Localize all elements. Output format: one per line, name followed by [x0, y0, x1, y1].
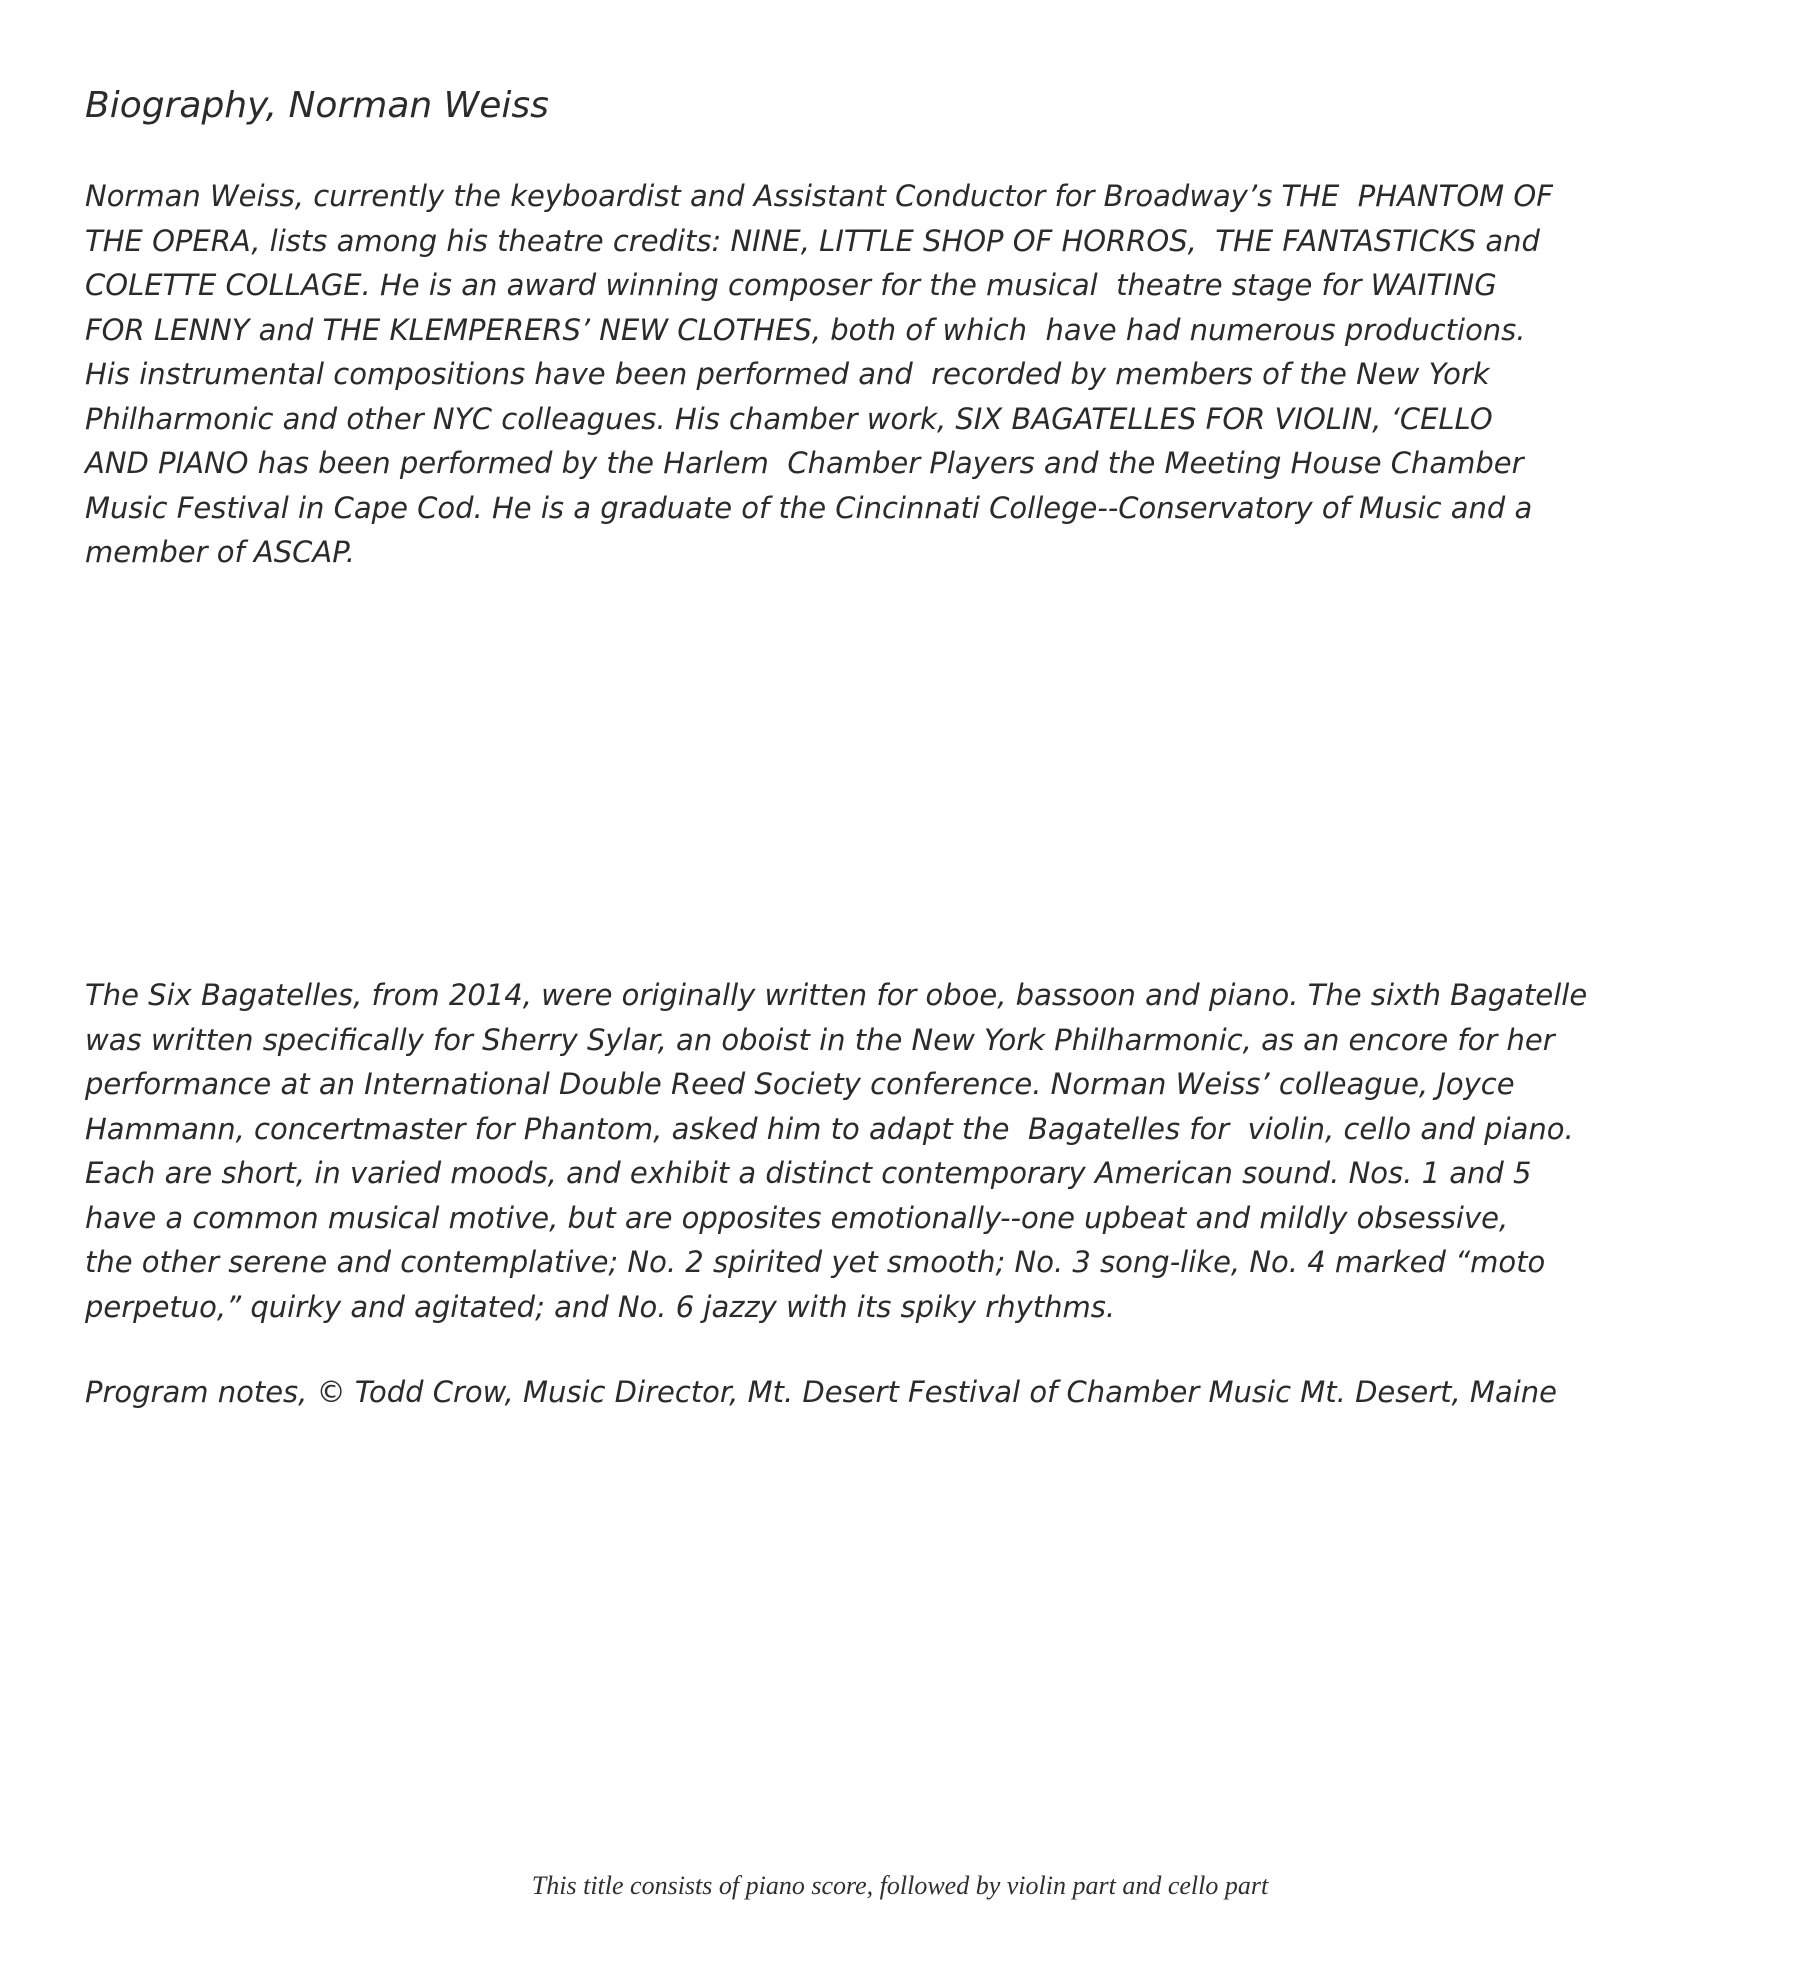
biography-line: member of ASCAP. — [85, 535, 355, 569]
biography-line: Music Festival in Cape Cod. He is a graduate of the Cincinnati College--Conservatory of Music and a — [85, 490, 1533, 525]
program-notes-line: Hammann, concertmaster for Phantom, asked him to adapt the Bagatelles for violin, cello and piano. — [85, 1111, 1574, 1146]
program-notes-text — [85, 973, 1587, 1329]
program-notes-line: Each are short, in varied moods, and exhibit a distinct contemporary American sound. Nos. 1 and 5 — [85, 1156, 1532, 1190]
program-notes-line: was written specifically for Sherry Sylar, an oboist in the New York Philharmonic, as an encore for her — [85, 1022, 1555, 1057]
program-notes-line: The Six Bagatelles, from 2014, were originally written for oboe, bassoon and piano. The sixth Bagatelle — [85, 978, 1588, 1012]
biography-heading: Biography, Norman Weiss — [85, 85, 549, 126]
biography-line: His instrumental compositions have been performed and recorded by members of the New York — [85, 357, 1490, 391]
program-notes-line: the other serene and contemplative; No. 2 spirited yet smooth; No. 3 song-like, No. 4 marked “moto — [85, 1245, 1546, 1279]
biography-line: AND PIANO has been performed by the Harlem Chamber Players and the Meeting House Chamber — [85, 446, 1524, 480]
biography-line: THE OPERA, lists among his theatre credits: NINE, LITTLE SHOP OF HORROS, THE FANTASTICKS and — [85, 223, 1540, 258]
biography-line: FOR LENNY and THE KLEMPERERS’ NEW CLOTHES, both of which have had numerous productions. — [85, 312, 1526, 347]
biography-line: Norman Weiss, currently the keyboardist and Assistant Conductor for Broadway’s THE PHANTOM OF — [85, 179, 1553, 213]
program-notes-line: have a common musical motive, but are opposites emotionally--one upbeat and mildly obsessive, — [85, 1200, 1509, 1235]
biography-text — [85, 174, 1553, 575]
biography-line: COLETTE COLLAGE. He is an award winning composer for the musical theatre stage for WAITING — [85, 268, 1497, 302]
program-notes-line: perpetuo,” quirky and agitated; and No. 6 jazzy with its spiky rhythms. — [85, 1289, 1116, 1324]
program-notes-line: performance at an International Double Reed Society conference. Norman Weiss’ colleague, Joyce — [85, 1067, 1515, 1101]
program-notes-credit: Program notes, © Todd Crow, Music Director, Mt. Desert Festival of Chamber Music Mt. Desert, Maine — [85, 1375, 1558, 1409]
biography-line: Philharmonic and other NYC colleagues. His chamber work, SIX BAGATELLES FOR VIOLIN, ‘CELLO — [85, 401, 1493, 436]
footer-note: This title consists of piano score, followed by violin part and cello part — [531, 1871, 1269, 1900]
